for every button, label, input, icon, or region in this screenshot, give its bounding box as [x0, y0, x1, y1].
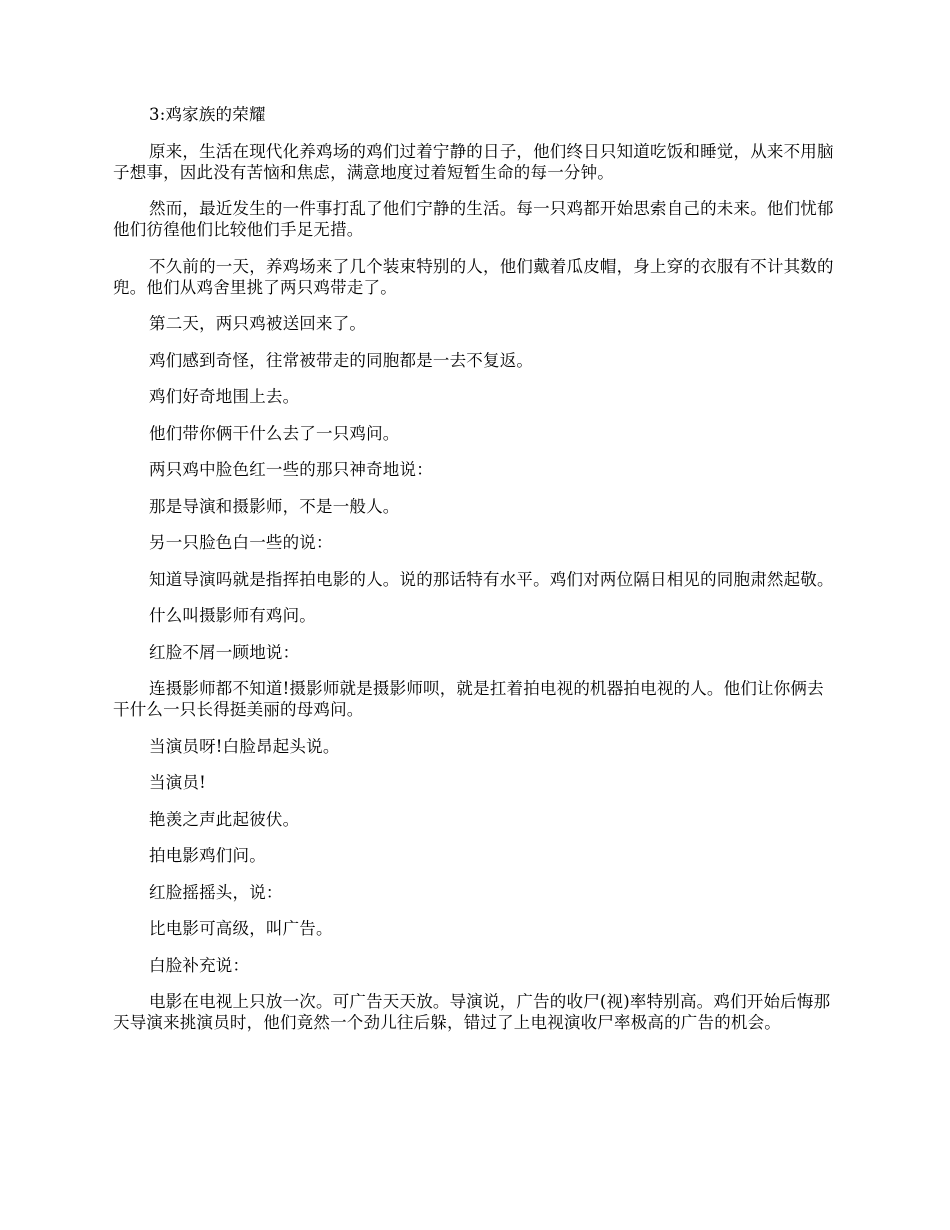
paragraph: 不久前的一天，养鸡场来了几个装束特别的人，他们戴着瓜皮帽，身上穿的衣服有不计其数的兜。他们从鸡舍里挑了两只鸡带走了。 — [113, 256, 834, 297]
paragraph: 那是导演和摄影师，不是一般人。 — [149, 496, 400, 516]
story-title: 3:鸡家族的荣耀 — [149, 105, 266, 124]
paragraph: 鸡们好奇地围上去。 — [149, 387, 300, 406]
paragraph: 红脸摇摇头，说： — [149, 882, 283, 902]
paragraph: 比电影可高级，叫广告。 — [149, 919, 333, 938]
paragraph: 另一只脸色白一些的说： — [149, 533, 333, 552]
paragraph: 电影在电视上只放一次。可广告天天放。导演说，广告的收尸(视)率特别高。鸡们开始后悔那天导演来挑演员时，他们竟然一个劲儿往后躲，错过了上电视演收尸率极高的广告的机会。 — [113, 992, 831, 1032]
paragraph: 当演员! — [149, 773, 206, 792]
paragraph: 白脸补充说： — [149, 955, 250, 975]
paragraph: 什么叫摄影师有鸡问。 — [149, 606, 316, 625]
paragraph: 鸡们感到奇怪，往常被带走的同胞都是一去不复返。 — [149, 350, 534, 370]
paragraph: 他们带你俩干什么去了一只鸡问。 — [149, 423, 400, 443]
paragraph: 原来，生活在现代化养鸡场的鸡们过着宁静的日子，他们终日只知道吃饭和睡觉，从来不用脑子想事，因此没有苦恼和焦虑，满意地度过着短暂生命的每一分钟。 — [113, 141, 834, 182]
paragraph: 当演员呀!白脸昂起头说。 — [149, 736, 340, 756]
paragraph: 艳羡之声此起彼伏。 — [149, 809, 300, 829]
paragraph: 知道导演吗就是指挥拍电影的人。说的那话特有水平。鸡们对两位隔日相见的同胞肃然起敬。 — [149, 569, 834, 589]
paragraph: 然而，最近发生的一件事打乱了他们宁静的生活。每一只鸡都开始思索自己的未来。他们忧郁他们彷徨他们比较他们手足无措。 — [113, 199, 834, 239]
paragraph: 两只鸡中脸色红一些的那只神奇地说： — [149, 460, 433, 479]
document-page — [113, 104, 837, 1049]
paragraph: 拍电影鸡们问。 — [149, 846, 266, 865]
paragraph: 红脸不屑一顾地说： — [149, 642, 300, 662]
paragraph: 第二天，两只鸡被送回来了。 — [149, 314, 367, 333]
paragraph: 连摄影师都不知道!摄影师就是摄影师呗，就是扛着拍电视的机器拍电视的人。他们让你俩去干什么一只长得挺美丽的母鸡问。 — [113, 679, 824, 719]
